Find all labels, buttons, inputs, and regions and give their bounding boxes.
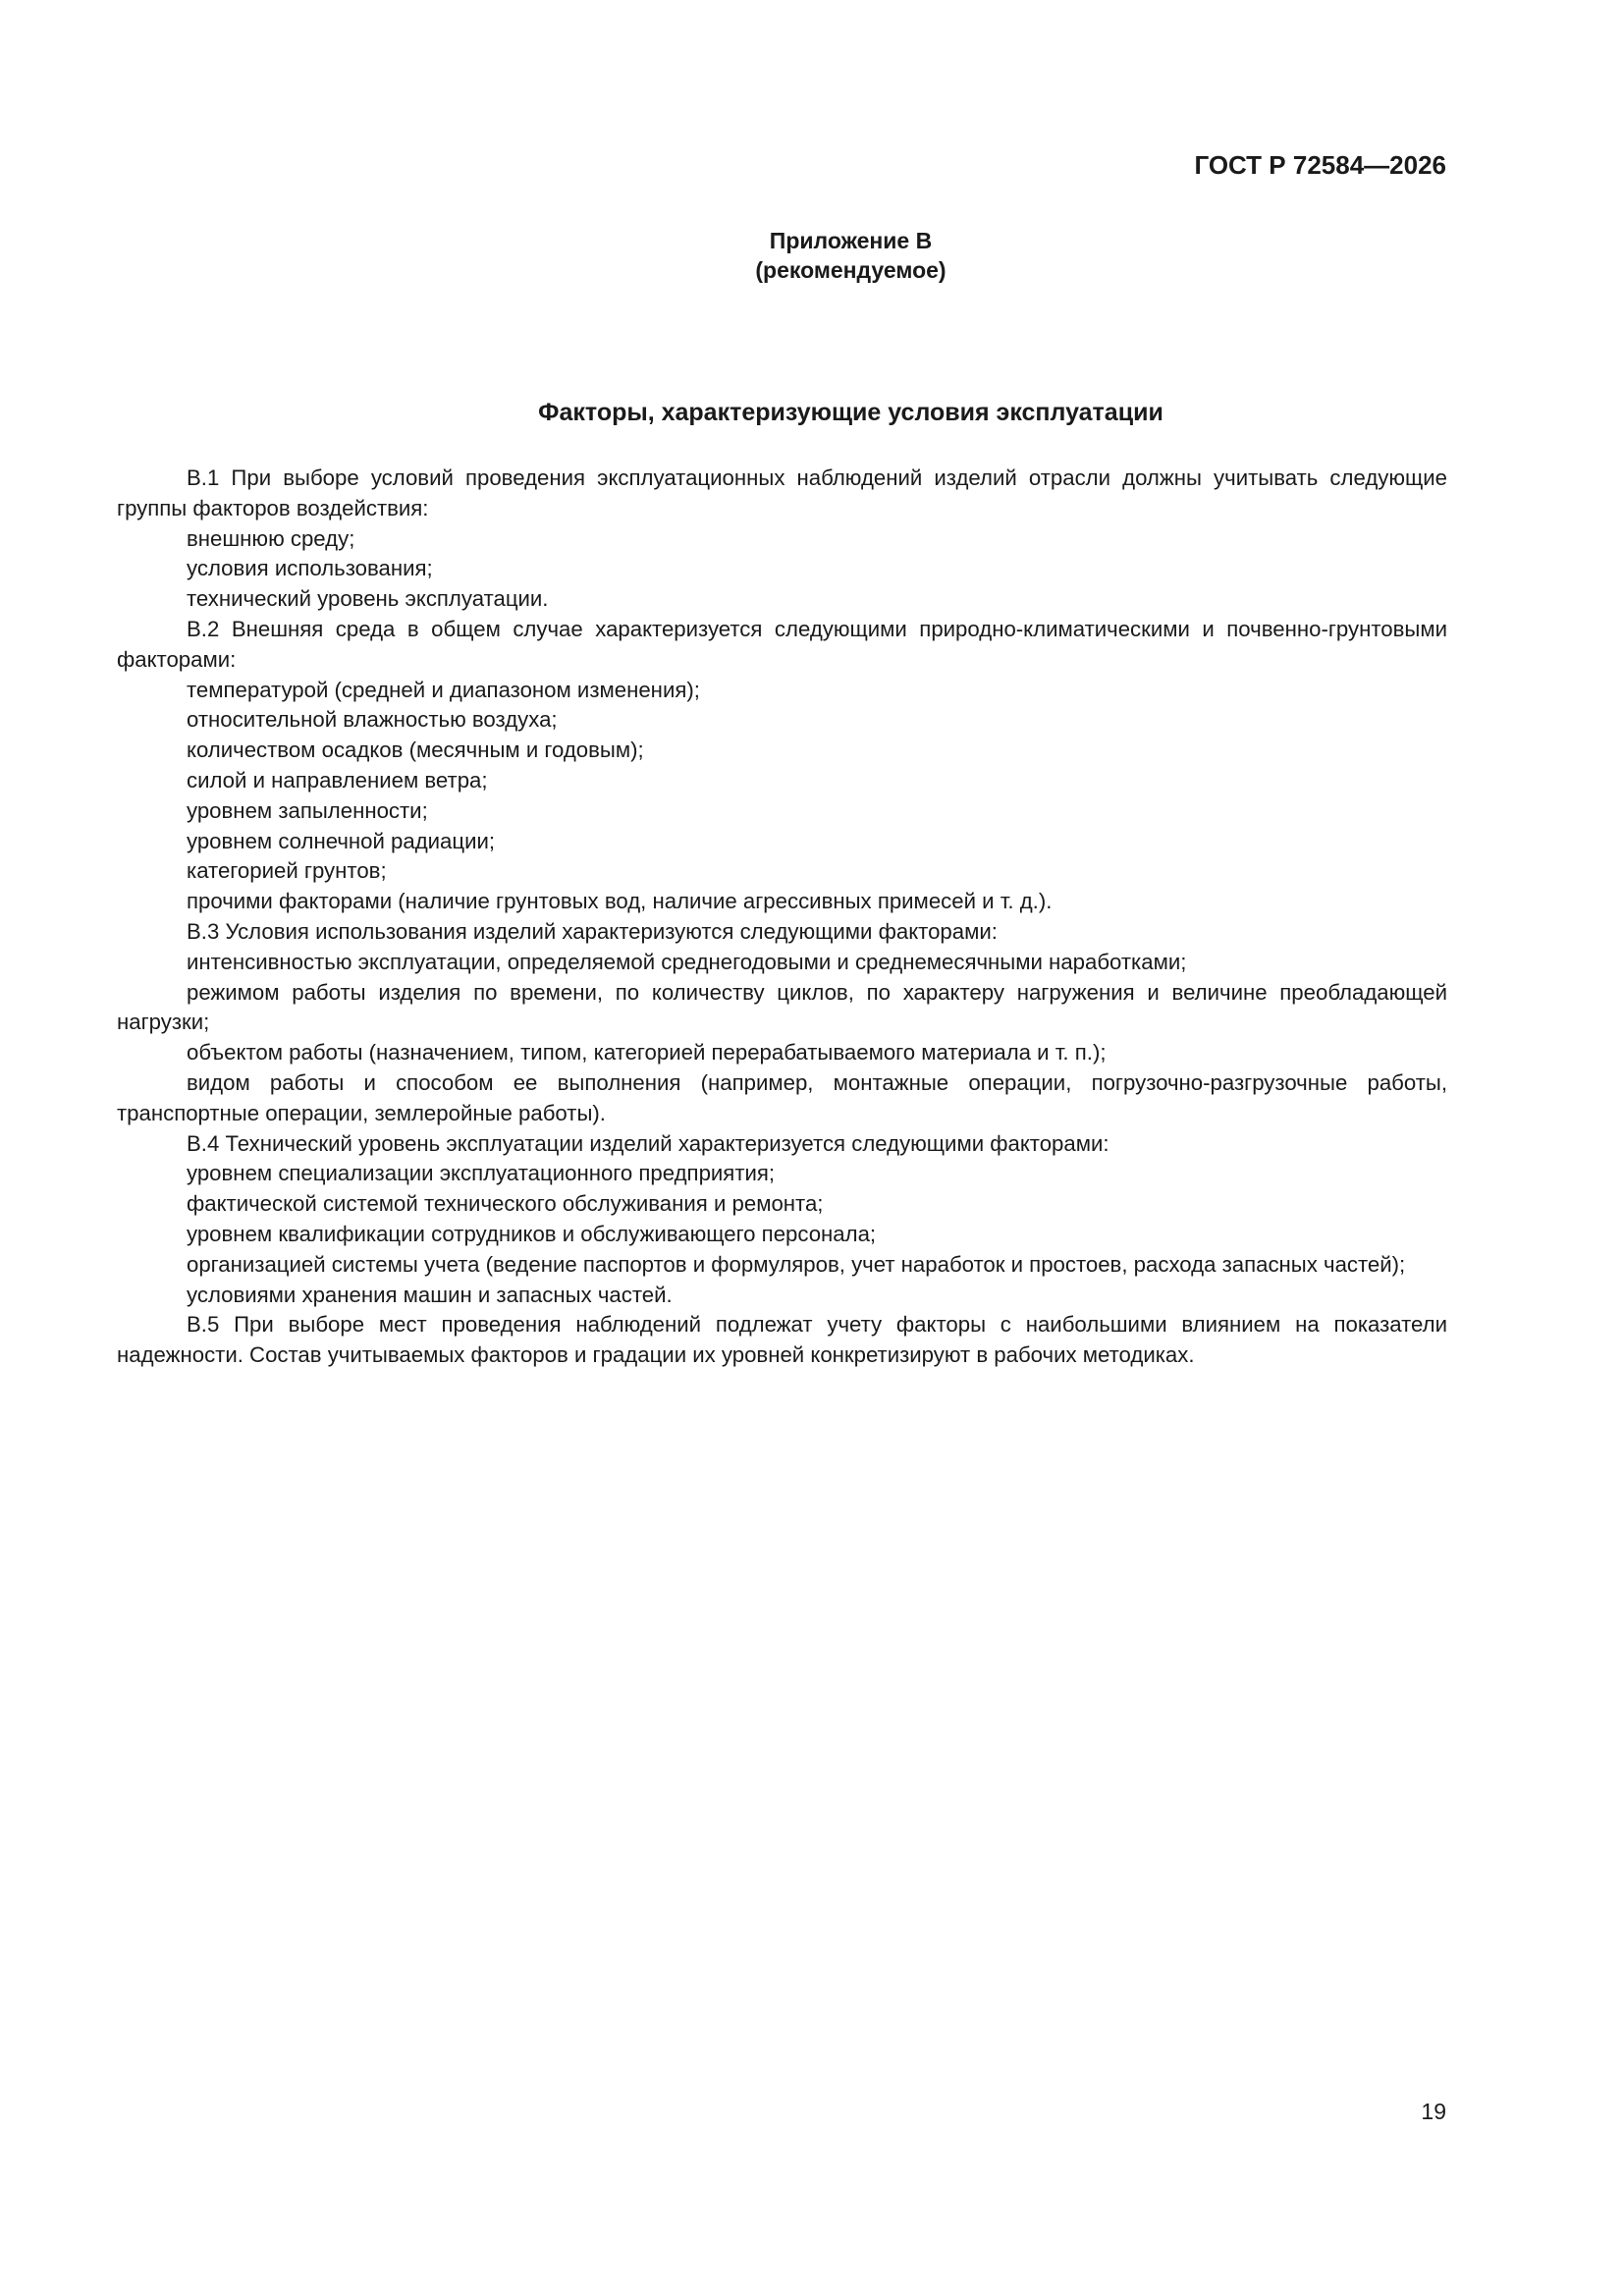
standard-number: ГОСТ Р 72584—2026: [1194, 150, 1446, 180]
list-item: интенсивностью эксплуатации, определяемой среднегодовыми и среднемесячными наработками;: [187, 949, 1187, 974]
appendix-title: Приложение В: [769, 228, 933, 253]
list-item: условиями хранения машин и запасных частей.: [187, 1282, 673, 1307]
document-body: [117, 464, 1447, 1371]
section-title: Факторы, характеризующие условия эксплуатации: [538, 399, 1163, 426]
list-item: технический уровень эксплуатации.: [187, 586, 549, 612]
clause-paragraph: В.3 Условия использования изделий характеризуются следующими факторами:: [187, 918, 998, 944]
list-item: видом работы и способом ее выполнения (например, монтажные операции, погрузочно-разгрузочные работы, транспортные операции, землеройные работы).: [117, 1069, 1447, 1125]
list-item: объектом работы (назначением, типом, категорией перерабатываемого материала и т. п.);: [187, 1040, 1107, 1066]
page-number: 19: [1421, 2099, 1446, 2124]
list-item: уровнем запыленности;: [187, 797, 428, 823]
list-item: количеством осадков (месячным и годовым);: [187, 738, 644, 763]
list-item: относительной влажностью воздуха;: [187, 707, 558, 733]
list-item: температурой (средней и диапазоном изменения);: [187, 677, 700, 702]
clause-paragraph: В.1 При выборе условий проведения эксплуатационных наблюдений изделий отрасли должны учитывать следующие группы факторов воздействия:: [117, 465, 1447, 520]
list-item: фактической системой технического обслуживания и ремонта;: [187, 1191, 824, 1217]
list-item: категорией грунтов;: [187, 858, 387, 884]
list-item: прочими факторами (наличие грунтовых вод, наличие агрессивных примесей и т. д.).: [187, 889, 1053, 914]
list-item: организацией системы учета (ведение паспортов и формуляров, учет наработок и простоев, расхода запасных частей);: [187, 1251, 1406, 1277]
clause-paragraph: В.2 Внешняя среда в общем случае характеризуется следующими природно-климатическими и почвенно-грунтовыми факторами:: [117, 616, 1447, 672]
list-item: уровнем специализации эксплуатационного предприятия;: [187, 1161, 776, 1186]
list-item: силой и направлением ветра;: [187, 767, 488, 793]
clause-paragraph: В.4 Технический уровень эксплуатации изделий характеризуется следующими факторами:: [187, 1130, 1109, 1156]
list-item: уровнем квалификации сотрудников и обслуживающего персонала;: [187, 1221, 877, 1246]
list-item: внешнюю среду;: [187, 525, 355, 551]
list-item: условия использования;: [187, 556, 433, 581]
clause-paragraph: В.5 При выборе мест проведения наблюдений подлежат учету факторы с наибольшими влиянием на показатели надежности. Состав учитываемых факторов и градации их уровней конкретизируют в рабочих методиках.: [117, 1312, 1447, 1368]
list-item: режимом работы изделия по времени, по количеству циклов, по характеру нагружения и величине преобладающей нагрузки;: [117, 979, 1447, 1035]
appendix-status: (рекомендуемое): [755, 257, 947, 283]
appendix-heading: [0, 226, 1623, 285]
list-item: уровнем солнечной радиации;: [187, 828, 496, 853]
